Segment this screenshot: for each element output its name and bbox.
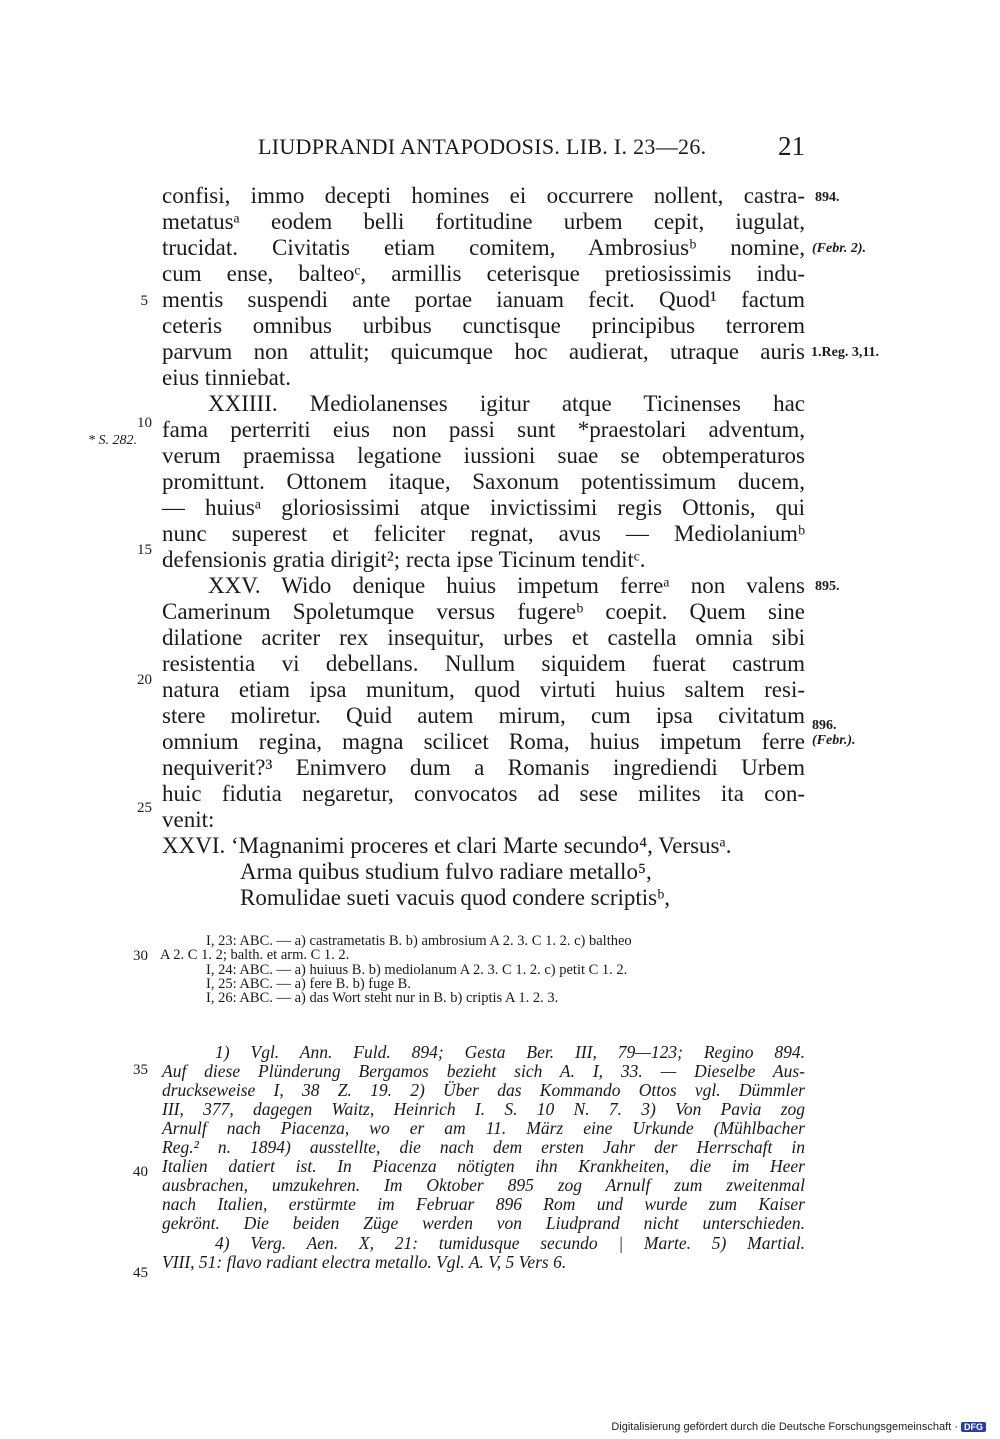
body-line: ceteris omnibus urbibus cunctisque principibus terrorem	[162, 313, 805, 338]
body-line: venit:	[162, 807, 215, 832]
chapter-heading-line: XXV. Wido denique huius impetum ferreᵃ non valens	[208, 573, 805, 598]
body-line: omnium regina, magna scilicet Roma, huius impetum ferre	[162, 729, 805, 754]
margin-note-page-ref: * S. 282.	[88, 433, 137, 448]
body-line: verum praemissa legatione iussioni suae se obtemperaturos	[162, 443, 805, 468]
footnote-line: Reg.² n. 1894) ausstellte, die nach dem ersten Jahr der Herrschaft in	[162, 1137, 805, 1157]
footnote-line: ausbrachen, umzukehren. Im Oktober 895 zog Arnulf zum zweitenmal	[162, 1175, 805, 1195]
line-number: 10	[137, 415, 152, 431]
funding-text: Digitalisierung gefördert durch die Deutsche Forschungsgemeinschaft ·	[611, 1421, 958, 1433]
body-line: parvum non attulit; quicumque hoc audierat, utraque auris	[162, 339, 805, 364]
line-number: 25	[137, 800, 152, 816]
verse-line: Arma quibus studium fulvo radiare metallo⁵,	[240, 859, 652, 884]
body-line: defensionis gratia dirigit²; recta ipse Ticinum tenditᶜ.	[162, 547, 646, 572]
footnote-line: 4) Verg. Aen. X, 21: tumidusque secundo | Marte. 5) Martial.	[215, 1233, 805, 1253]
margin-note-date: (Febr. 2).	[812, 241, 867, 256]
verse-line: XXVI. ‘Magnanimi proceres et clari Marte secundo⁴, Versusᵃ.	[162, 833, 732, 858]
line-number: 5	[140, 293, 148, 309]
footnote-line: 1) Vgl. Ann. Fuld. 894; Gesta Ber. III, 79—123; Regino 894.	[215, 1042, 805, 1062]
body-line: nequiverit?³ Enimvero dum a Romanis ingrediendi Urbem	[162, 755, 805, 780]
apparatus-line: I, 23: ABC. — a) castrametatis B. b) ambrosium A 2. 3. C 1. 2. c) baltheo	[206, 933, 632, 949]
line-number: 20	[137, 672, 152, 688]
body-line: metatusᵃ eodem belli fortitudine urbem cepit, iugulat,	[162, 209, 805, 234]
apparatus-line: I, 26: ABC. — a) das Wort steht nur in B. b) criptis A 1. 2. 3.	[206, 990, 559, 1006]
line-number: 35	[133, 1062, 148, 1078]
line-number: 15	[137, 542, 152, 558]
margin-note-date: (Febr.).	[812, 733, 856, 748]
body-line: eius tinniebat.	[162, 365, 292, 390]
body-line: promittunt. Ottonem itaque, Saxonum potentissimum ducem,	[162, 469, 805, 494]
body-line: fama perterriti eius non passi sunt *praestolari adventum,	[162, 417, 805, 442]
body-line: trucidat. Civitatis etiam comitem, Ambrosiusᵇ nomine,	[162, 235, 805, 260]
apparatus-line: I, 24: ABC. — a) huiuus B. b) mediolanum A 2. 3. C 1. 2. c) petit C 1. 2.	[206, 962, 628, 978]
body-line: cum ense, balteoᶜ, armillis ceterisque pretiosissimis indu-	[162, 261, 805, 286]
footnote-line: druckseweise I, 38 Z. 19. 2) Über das Kommando Ottos vgl. Dümmler	[162, 1080, 805, 1100]
body-line: stere moliretur. Quid autem mirum, cum ipsa civitatum	[162, 703, 805, 728]
line-number: 45	[133, 1265, 148, 1281]
body-line: confisi, immo decepti homines ei occurrere nollent, castra-	[162, 183, 805, 208]
dfg-logo: DFG	[961, 1422, 986, 1432]
footnote-line: gekrönt. Die beiden Züge werden von Liudprand nicht unterschieden.	[162, 1213, 805, 1233]
footnote-line: Auf diese Plünderung Bergamos bezieht sich A. I, 33. — Dieselbe Aus-	[162, 1061, 805, 1081]
body-line: huic fidutia negaretur, convocatos ad sese milites ita con-	[162, 781, 805, 806]
body-line: Camerinum Spoletumque versus fugereᵇ coepit. Quem sine	[162, 599, 805, 624]
body-line: — huiusᵃ gloriosissimi atque invictissimi regis Ottonis, qui	[162, 495, 805, 520]
page-number: 21	[778, 131, 805, 161]
footnote-line: nach Italien, erstürmte im Februar 896 Rom und wurde zum Kaiser	[162, 1194, 805, 1214]
chapter-heading-line: XXIIII. Mediolanenses igitur atque Ticinenses hac	[208, 391, 805, 416]
margin-note-year: 894.	[815, 190, 840, 205]
body-line: mentis suspendi ante portae ianuam fecit. Quod¹ factum	[162, 287, 805, 312]
verse-line: Romulidae sueti vacuis quod condere scriptisᵇ,	[240, 885, 670, 910]
footnote-line: Italien datiert ist. In Piacenza nötigten ihn Krankheiten, die im Heer	[162, 1156, 805, 1176]
running-title: LIUDPRANDI ANTAPODOSIS. LIB. I. 23—26.	[258, 134, 707, 159]
body-line: natura etiam ipsa munitum, quod virtuti huius saltem resi-	[162, 677, 805, 702]
apparatus-line: I, 25: ABC. — a) fere B. b) fuge B.	[206, 976, 411, 992]
body-line: dilatione acriter rex insequitur, urbes et castella omnia sibi	[162, 625, 805, 650]
line-number: 30	[133, 948, 148, 964]
apparatus-line: A 2. C 1. 2; balth. et arm. C 1. 2.	[160, 947, 350, 963]
margin-note-citation: 1.Reg. 3,11.	[811, 345, 880, 360]
footnote-line: III, 377, dagegen Waitz, Heinrich I. S. 10 N. 7. 3) Von Pavia zog	[162, 1099, 805, 1119]
margin-note-year: 896.	[812, 718, 837, 733]
footnote-line: VIII, 51: flavo radiant electra metallo. Vgl. A. V, 5 Vers 6.	[162, 1252, 567, 1272]
body-line: nunc superest et feliciter regnat, avus — Mediolaniumᵇ	[162, 521, 805, 546]
body-line: resistentia vi debellans. Nullum siquidem fuerat castrum	[162, 651, 805, 676]
margin-note-year: 895.	[815, 579, 840, 594]
funding-note	[611, 1421, 986, 1433]
line-number: 40	[133, 1164, 148, 1180]
footnote-line: Arnulf nach Piacenza, wo er am 11. März eine Urkunde (Mühlbacher	[162, 1118, 805, 1138]
